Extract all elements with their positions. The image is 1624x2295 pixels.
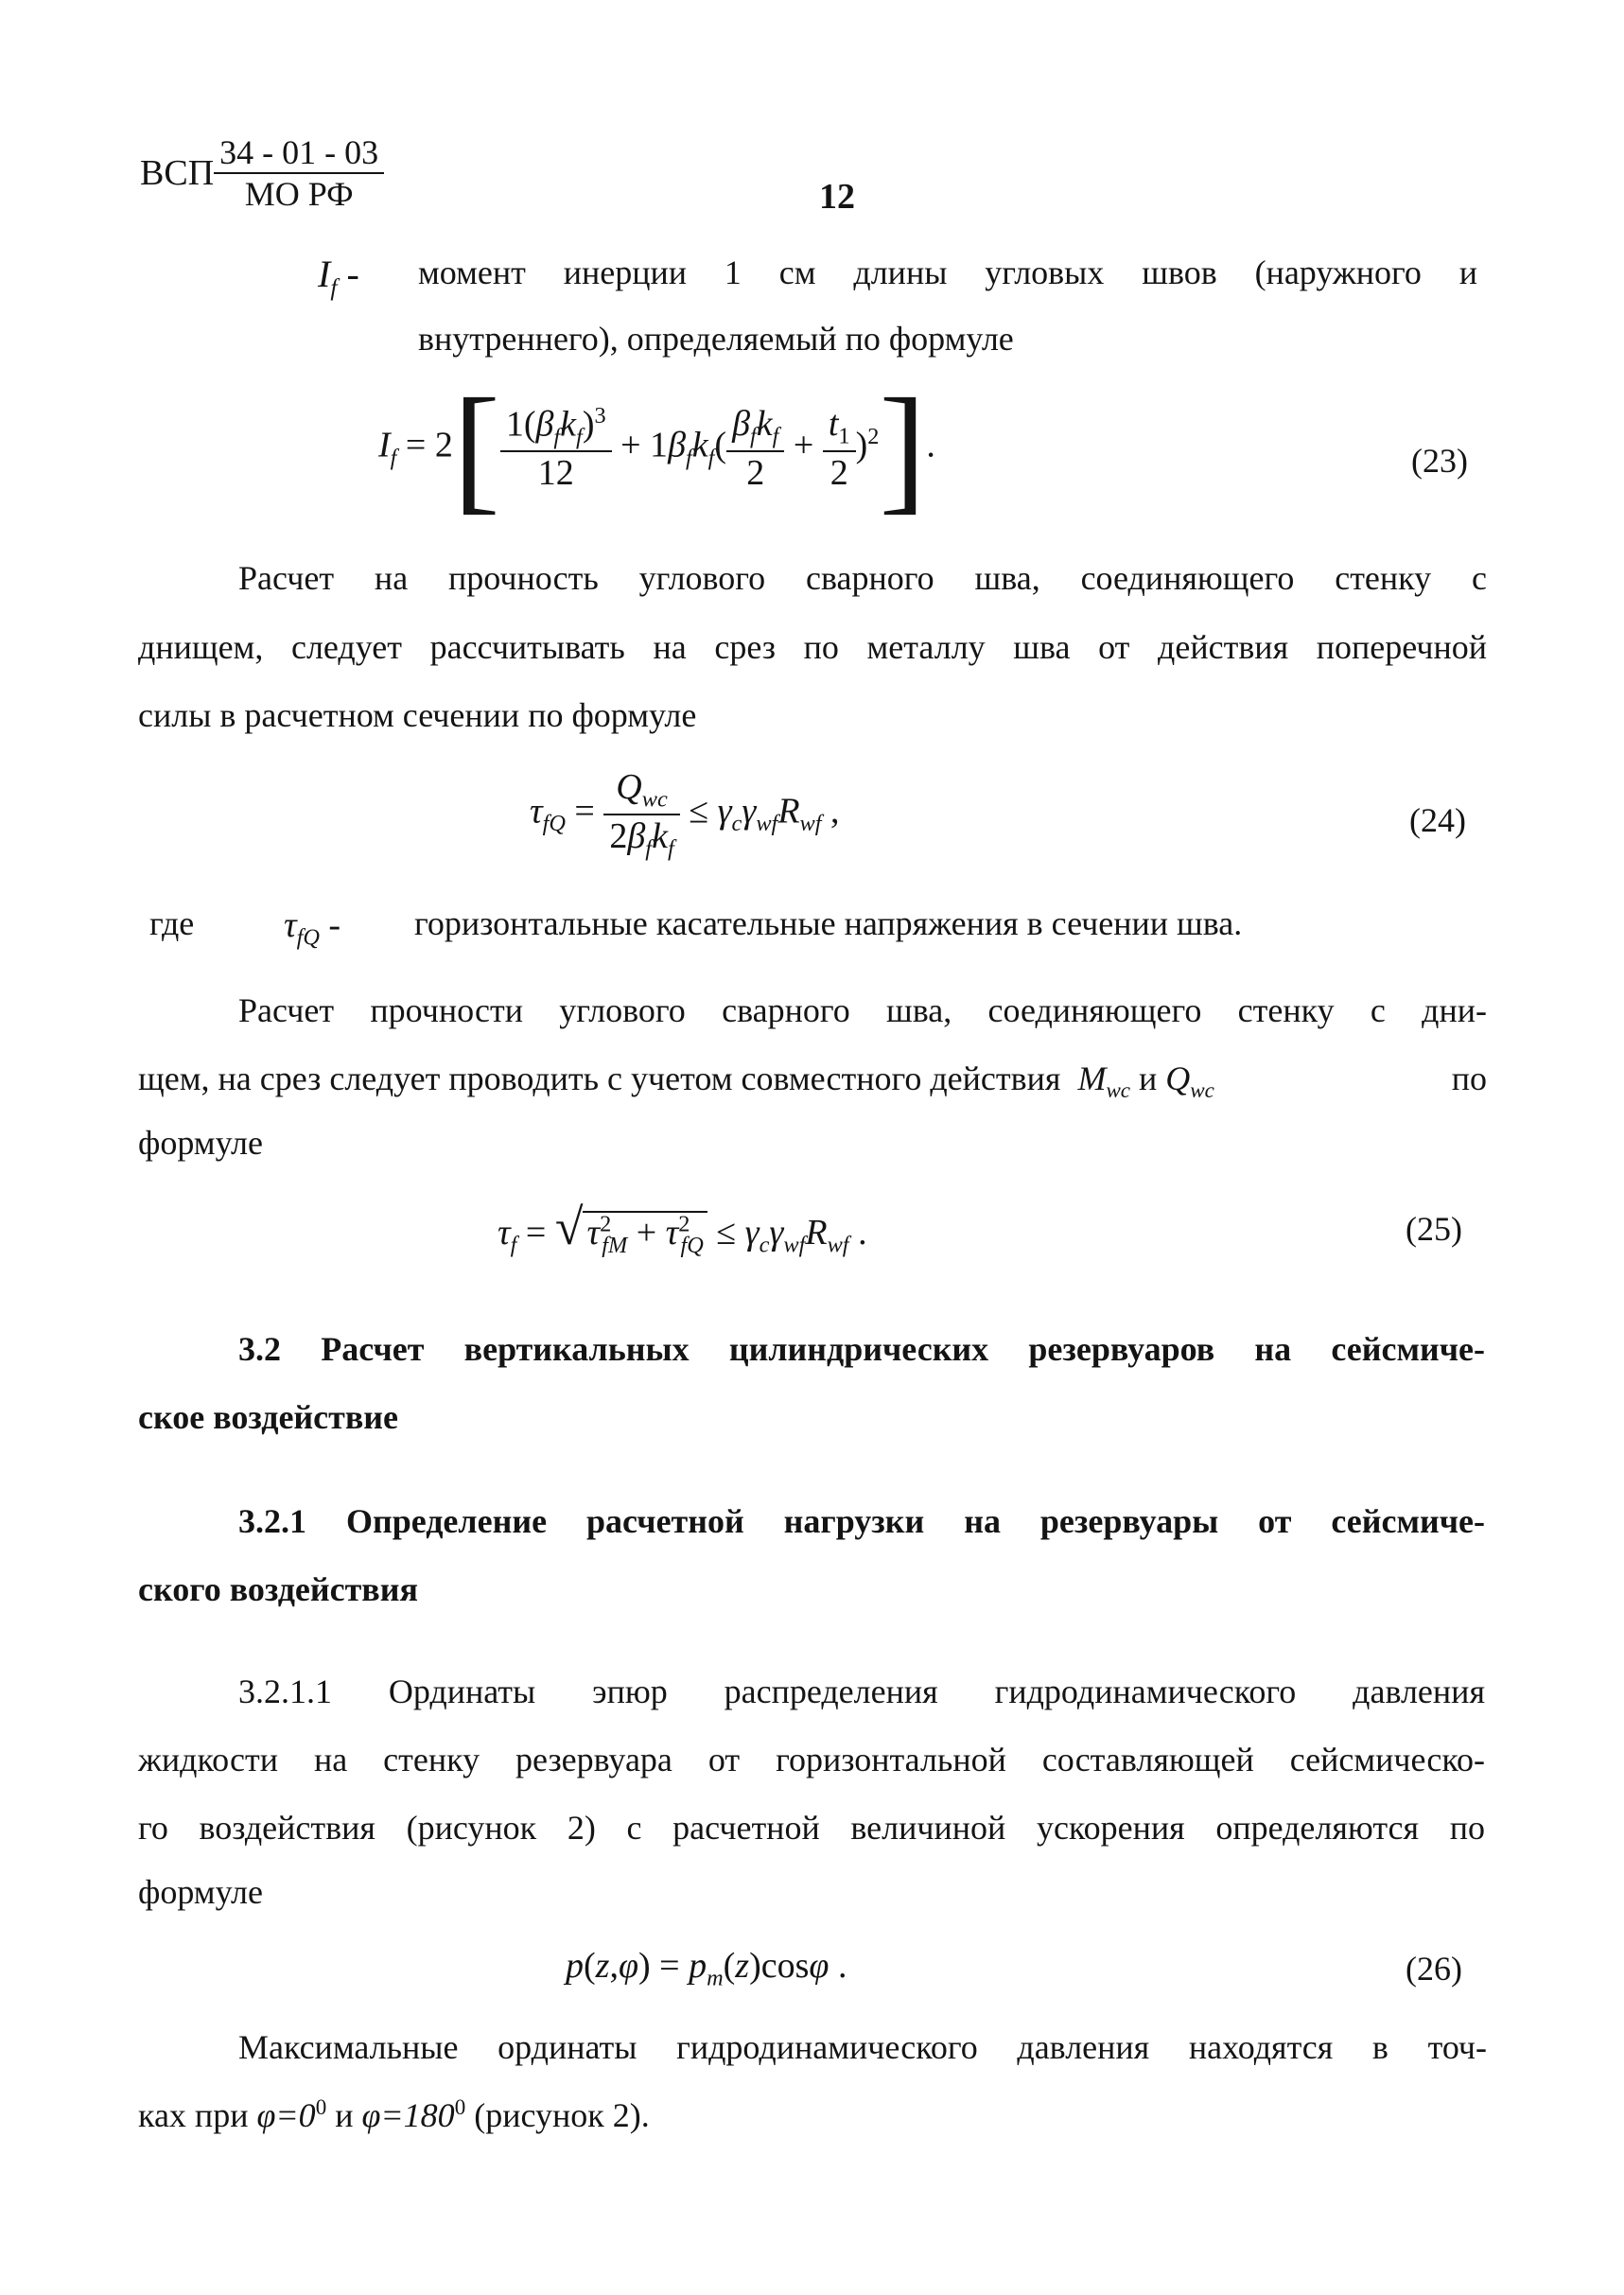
section-3-2-1-line1: 3.2.1 Определение расчетной нагрузки на резервуары от сейсмиче- [238, 1502, 1485, 1540]
para2-line1: Расчет прочности углового сварного шва, соединяющего стенку с дни- [238, 991, 1487, 1029]
doc-code-fraction [214, 132, 384, 214]
para3-line2: жидкости на стенку резервуара от горизонтальной составляющей сейсмическо- [138, 1741, 1485, 1778]
doc-code-prefix: ВСП [140, 153, 215, 193]
para4-line2: ках при $\varphi=0^0$ и $\varphi=180^0$ (рисунок 2). [138, 2094, 650, 2134]
equation-23-number: (23) [1411, 442, 1468, 480]
para2-line2: щем, на срез следует проводить с учетом совместного действия $M_{wc}$ и $Q_{wc}$ по [138, 1060, 1487, 1103]
def-if-line1: момент инерции 1 см длины угловых швов (наружного и [418, 254, 1477, 291]
para3-line4: формуле [138, 1873, 263, 1911]
equation-25-number: (25) [1406, 1210, 1462, 1248]
para3-line3: го воздействия (рисунок 2) с расчетной величиной ускорения определяются по [138, 1809, 1485, 1847]
equation-24-number: (24) [1409, 801, 1466, 839]
equation-25: $\tau_f$ = √ $\tau^2_{fM} + \tau^2_{fQ} \le \gamma_c\gamma_{wf}R_{wf}$ . [498, 1199, 867, 1258]
para1-line3: силы в расчетном сечении по формуле [138, 696, 697, 734]
para2-line3: формуле [138, 1124, 263, 1162]
where-text: горизонтальные касательные напряжения в сечении шва. [414, 904, 1243, 942]
where-label: где [149, 904, 195, 942]
equation-26-number: (26) [1406, 1950, 1462, 1988]
equation-24: $\tau_{fQ}$ = $\frac{Q_{wc}}{2\beta_fk_f}$ ≤ $\gamma_c\gamma_{wf}R_{wf}$ , [530, 767, 840, 862]
para1-line2: днищем, следует рассчитывать на срез по металлу шва от действия поперечной [138, 628, 1487, 666]
doc-code [140, 132, 384, 214]
section-3-2-line1: 3.2 Расчет вертикальных цилиндрических резервуаров на сейсмиче- [238, 1330, 1485, 1368]
doc-code-denominator: МО РФ [244, 175, 354, 213]
section-3-2-line2: ское воздействие [138, 1398, 398, 1436]
para4-line1: Максимальные ординаты гидродинамического давления находятся в точ- [238, 2028, 1487, 2066]
equation-26: $p(z,\varphi) = p_m(z)\cos\varphi$ . [566, 1946, 847, 1991]
where-symbol: $\tau_{fQ}$ - [284, 905, 341, 951]
page-number: 12 [819, 177, 855, 217]
equation-23: $I_f = 2$[ $\frac{1(\beta_fk_f)^3}{12}$ + $1\beta_fk_f$( $\frac{\beta_fk_f}{2}$ + $\frac{t_1}{2}$ )$^2$]. [378, 370, 935, 527]
para1-line1: Расчет на прочность углового сварного шва, соединяющего стенку с [238, 559, 1487, 597]
def-if-symbol: $I_f$ - [318, 253, 359, 301]
doc-code-numerator: 34 - 01 - 03 [214, 132, 384, 174]
def-if-line2: внутреннего), определяемый по формуле [418, 320, 1014, 358]
section-3-2-1-line2: ского воздействия [138, 1570, 418, 1608]
para3-line1: 3.2.1.1 Ординаты эпюр распределения гидродинамического давления [238, 1673, 1485, 1710]
